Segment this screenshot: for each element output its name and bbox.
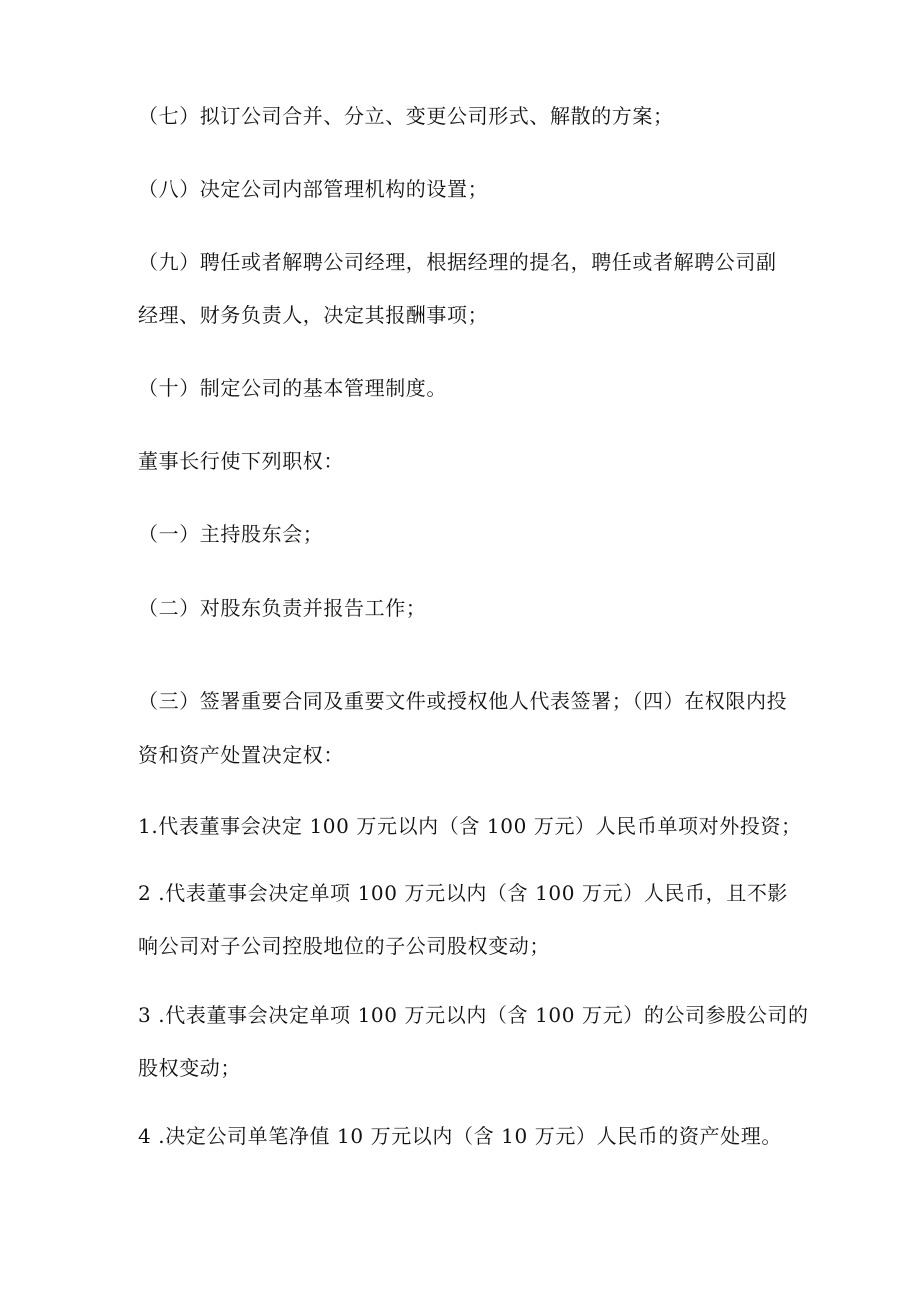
clause-9-line-2: 经理、财务负责人，决定其报酬事项；: [138, 303, 489, 327]
chairman-powers-heading: 董事长行使下列职权：: [138, 449, 344, 473]
chairman-power-2: （二）对股东负责并报告工作；: [138, 596, 427, 620]
chairman-power-4-line-2: 资和资产处置决定权：: [138, 743, 344, 767]
investment-item-1: 1.代表董事会决定 100 万元以内（含 100 万元）人民币单项对外投资；: [138, 814, 802, 838]
clause-9-line-1: （九）聘任或者解聘公司经理，根据经理的提名，聘任或者解聘公司副: [138, 250, 777, 274]
chairman-power-3-line-1: （三）签署重要合同及重要文件或授权他人代表签署；（四）在权限内投: [138, 689, 788, 713]
investment-item-2-line-1: 2 .代表董事会决定单项 100 万元以内（含 100 万元）人民币，且不影: [138, 881, 789, 905]
clause-8: （八）决定公司内部管理机构的设置；: [138, 177, 489, 201]
investment-item-4: 4 .决定公司单笔净值 10 万元以内（含 10 万元）人民币的资产处理。: [138, 1124, 782, 1148]
clause-10: （十）制定公司的基本管理制度。: [138, 376, 447, 400]
investment-item-2-line-2: 响公司对子公司控股地位的子公司股权变动；: [138, 934, 550, 958]
chairman-power-1: （一）主持股东会；: [138, 522, 324, 546]
clause-7: （七）拟订公司合并、分立、变更公司形式、解散的方案；: [138, 104, 674, 128]
investment-item-3-line-1: 3 .代表董事会决定单项 100 万元以内（含 100 万元）的公司参股公司的: [138, 1003, 809, 1027]
investment-item-3-line-2: 股权变动；: [138, 1056, 241, 1080]
